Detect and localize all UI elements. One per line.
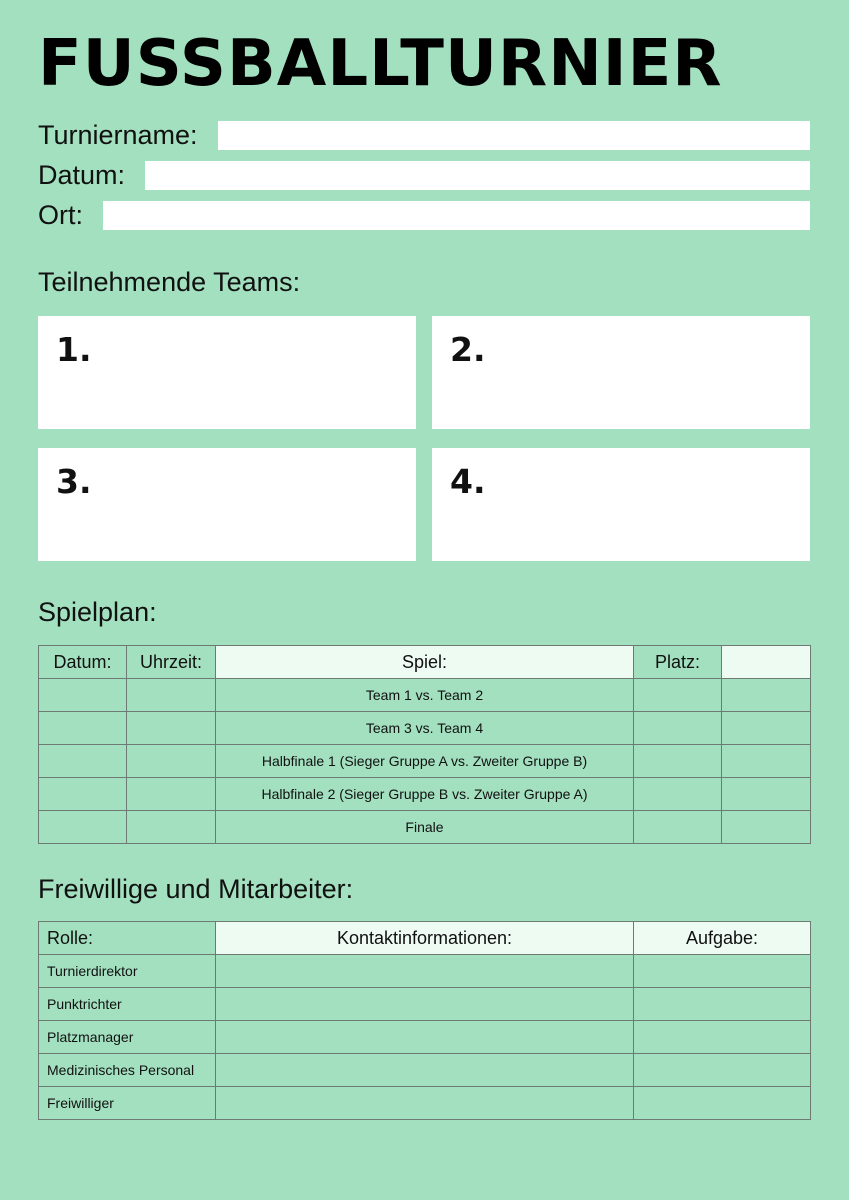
team-box-2[interactable] — [432, 316, 810, 429]
col-header-rolle: Rolle: — [39, 922, 216, 955]
datum-field[interactable] — [145, 161, 810, 190]
page-title: FUSSBALLTURNIER — [38, 27, 723, 101]
task-cell[interactable] — [634, 955, 811, 988]
uhrzeit-cell[interactable] — [127, 712, 216, 745]
col-header-datum: Datum: — [39, 646, 127, 679]
datum-cell[interactable] — [39, 778, 127, 811]
game-cell: Team 1 vs. Team 2 — [216, 679, 634, 712]
table-row — [39, 1087, 811, 1120]
table-row — [39, 811, 811, 844]
uhrzeit-cell[interactable] — [127, 679, 216, 712]
contact-cell[interactable] — [216, 1054, 634, 1087]
team-number: 1. — [56, 330, 92, 369]
role-cell: Medizinisches Personal — [39, 1054, 216, 1087]
contact-cell[interactable] — [216, 955, 634, 988]
contact-cell[interactable] — [216, 1087, 634, 1120]
contact-cell[interactable] — [216, 988, 634, 1021]
task-cell[interactable] — [634, 1087, 811, 1120]
team-number: 2. — [450, 330, 486, 369]
uhrzeit-cell[interactable] — [127, 745, 216, 778]
col-header-aufgabe: Aufgabe: — [634, 922, 811, 955]
table-row — [39, 1054, 811, 1087]
game-cell: Halbfinale 2 (Sieger Gruppe B vs. Zweiter Gruppe A) — [216, 778, 634, 811]
team-box-3[interactable] — [38, 448, 416, 561]
volunteers-heading: Freiwillige und Mitarbeiter: — [38, 874, 354, 904]
table-row — [39, 955, 811, 988]
extra-cell[interactable] — [722, 679, 811, 712]
role-cell: Punktrichter — [39, 988, 216, 1021]
col-header-kontakt: Kontaktinformationen: — [216, 922, 634, 955]
schedule-header-row — [39, 646, 811, 679]
platz-cell[interactable] — [634, 679, 722, 712]
schedule-heading: Spielplan: — [38, 597, 157, 627]
role-cell: Turnierdirektor — [39, 955, 216, 988]
game-cell: Team 3 vs. Team 4 — [216, 712, 634, 745]
team-number: 4. — [450, 462, 486, 501]
datum-cell[interactable] — [39, 679, 127, 712]
table-row — [39, 712, 811, 745]
team-number: 3. — [56, 462, 92, 501]
col-header-uhrzeit: Uhrzeit: — [127, 646, 216, 679]
extra-cell[interactable] — [722, 811, 811, 844]
uhrzeit-cell[interactable] — [127, 811, 216, 844]
volunteers-table — [38, 921, 811, 1120]
col-header-platz: Platz: — [634, 646, 722, 679]
ort-row — [38, 199, 810, 231]
contact-cell[interactable] — [216, 1021, 634, 1054]
game-cell: Finale — [216, 811, 634, 844]
datum-row — [38, 159, 810, 191]
turniername-label: Turniername: — [38, 119, 198, 150]
uhrzeit-cell[interactable] — [127, 778, 216, 811]
col-header-spiel: Spiel: — [216, 646, 634, 679]
role-cell: Platzmanager — [39, 1021, 216, 1054]
table-row — [39, 988, 811, 1021]
datum-cell[interactable] — [39, 712, 127, 745]
schedule-table — [38, 645, 811, 844]
volunteers-header-row — [39, 922, 811, 955]
col-header-extra — [722, 646, 811, 679]
datum-cell[interactable] — [39, 745, 127, 778]
table-row — [39, 679, 811, 712]
team-box-1[interactable] — [38, 316, 416, 429]
table-row — [39, 778, 811, 811]
datum-cell[interactable] — [39, 811, 127, 844]
extra-cell[interactable] — [722, 712, 811, 745]
task-cell[interactable] — [634, 988, 811, 1021]
game-cell: Halbfinale 1 (Sieger Gruppe A vs. Zweiter Gruppe B) — [216, 745, 634, 778]
turniername-row — [38, 119, 810, 151]
team-box-4[interactable] — [432, 448, 810, 561]
datum-label: Datum: — [38, 159, 126, 190]
ort-field[interactable] — [103, 201, 810, 230]
task-cell[interactable] — [634, 1054, 811, 1087]
extra-cell[interactable] — [722, 745, 811, 778]
ort-label: Ort: — [38, 199, 83, 230]
platz-cell[interactable] — [634, 811, 722, 844]
task-cell[interactable] — [634, 1021, 811, 1054]
table-row — [39, 745, 811, 778]
role-cell: Freiwilliger — [39, 1087, 216, 1120]
platz-cell[interactable] — [634, 745, 722, 778]
platz-cell[interactable] — [634, 778, 722, 811]
turniername-field[interactable] — [218, 121, 810, 150]
platz-cell[interactable] — [634, 712, 722, 745]
teams-heading: Teilnehmende Teams: — [38, 267, 301, 297]
extra-cell[interactable] — [722, 778, 811, 811]
table-row — [39, 1021, 811, 1054]
